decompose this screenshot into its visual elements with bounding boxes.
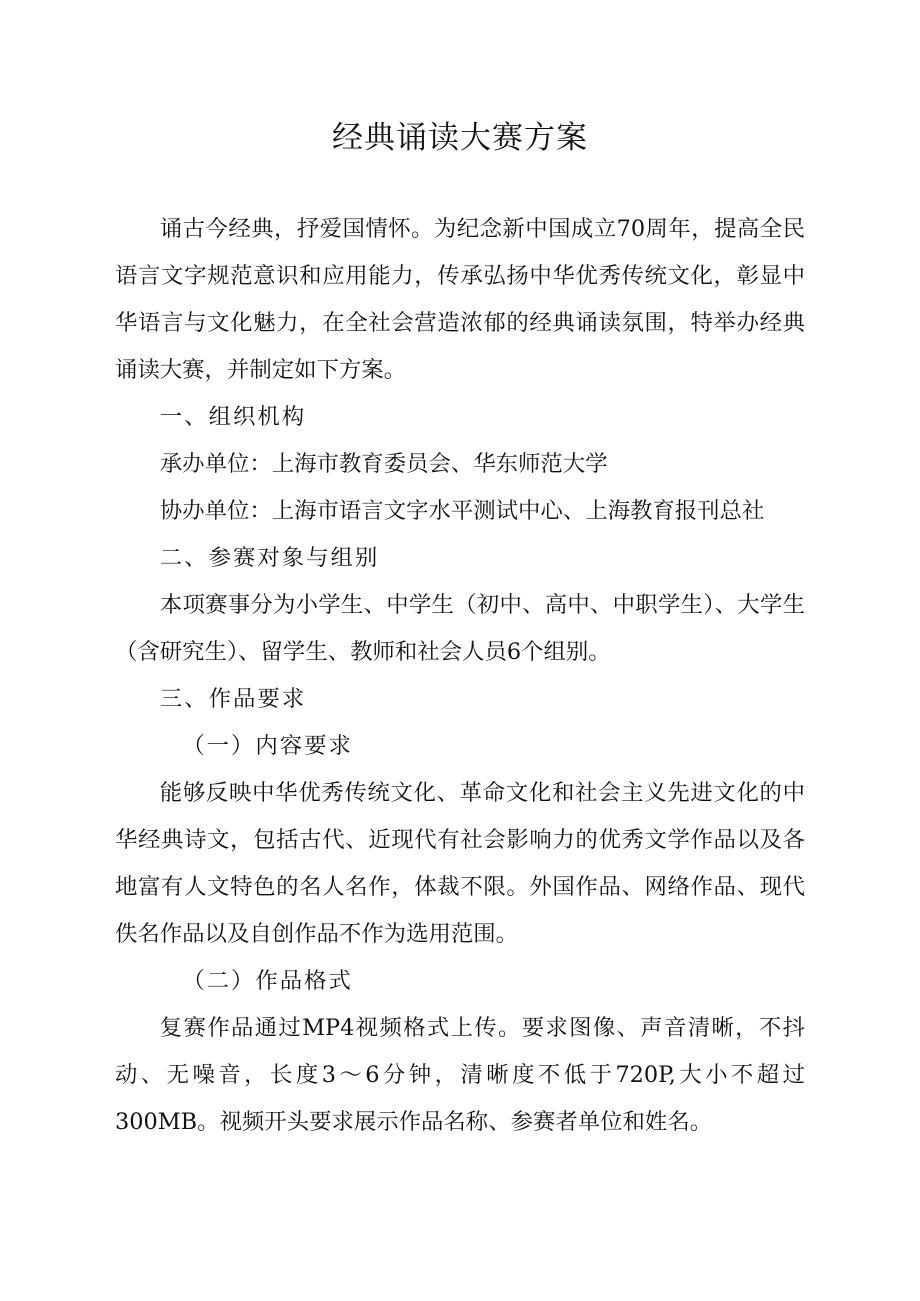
document-body [115,206,805,1146]
section-heading-requirements: 三、作品要求 [159,686,307,712]
section-heading-organization: 一、组织机构 [159,404,307,430]
section-heading-participants: 二、参赛对象与组别 [159,545,380,571]
format-paragraph: 复赛作品通过MP4视频格式上传。要求图像、声音清晰，不抖动、无噪音，长度3～6分钟，清晰度不低于720P,大小不超过300MB。视频开头要求展示作品名称、参赛者单位和姓名。 [115,1015,805,1135]
co-organizer-line: 协办单位：上海市语言文字水平测试中心、上海教育报刊总社 [159,498,765,524]
subheading-format: （二）作品格式 [182,968,353,994]
document-title: 经典诵读大赛方案 [332,120,588,156]
content-requirements-paragraph: 能够反映中华优秀传统文化、革命文化和社会主义先进文化的中华经典诗文，包括古代、近现代有社会影响力的优秀文学作品以及各地富有人文特色的名人名作，体裁不限。外国作品、网络作品、现代佚名作品以及自创作品不作为选用范围。 [115,780,805,947]
organizer-line: 承办单位：上海市教育委员会、华东师范大学 [159,451,608,477]
intro-paragraph: 诵古今经典，抒爱国情怀。为纪念新中国成立70周年，提高全民语言文字规范意识和应用能力，传承弘扬中华优秀传统文化，彰显中华语言与文化魅力，在全社会营造浓郁的经典诵读氛围，特举办经典诵读大赛，并制定如下方案。 [115,216,805,383]
subheading-content-requirements: （一）内容要求 [182,733,353,759]
participants-paragraph: 本项赛事分为小学生、中学生（初中、高中、中职学生）、大学生（含研究生）、留学生、教师和社会人员6个组别。 [115,592,805,665]
